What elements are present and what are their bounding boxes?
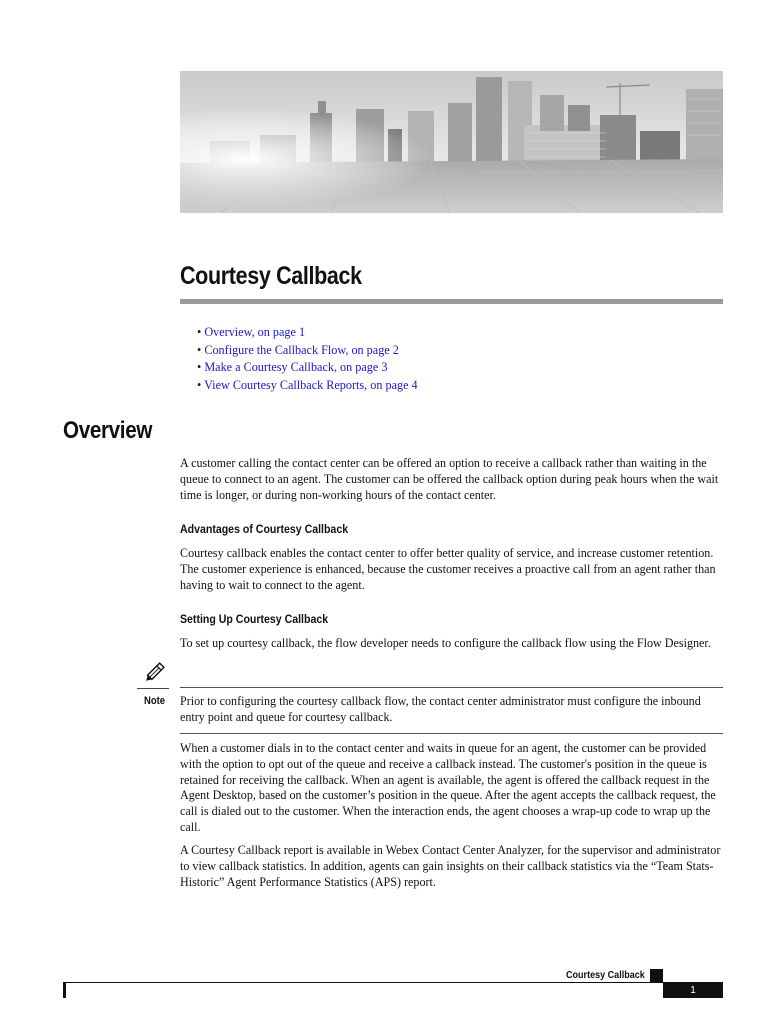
toc-item xyxy=(197,377,418,395)
toc-link-configure-callback-flow[interactable]: Configure the Callback Flow, on page 2 xyxy=(204,342,399,357)
footer-chapter-title: Courtesy Callback xyxy=(566,969,645,981)
toc-link-view-reports[interactable]: View Courtesy Callback Reports, on page 4 xyxy=(204,377,418,392)
overview-intro-paragraph: A customer calling the contact center can be offered an option to receive a callback rather than waiting in the queue to connect to an agent. The customer can be offered the callback option during peak hours when the wait time is longer, or during non-working hours of the contact center. xyxy=(180,456,719,502)
subheading-setup: Setting Up Courtesy Callback xyxy=(180,612,329,626)
chapter-toc xyxy=(197,324,418,394)
note-text: Prior to configuring the courtesy callback flow, the contact center administrator must configure the inbound entry point and queue for courtesy callback. xyxy=(180,694,701,724)
toc-link-overview[interactable]: Overview, on page 1 xyxy=(204,325,306,339)
note-top-rule xyxy=(180,687,723,688)
note-label: Note xyxy=(144,695,166,707)
setup-paragraph: To set up courtesy callback, the flow developer needs to configure the callback flow using the Flow Designer. xyxy=(180,636,711,650)
toc-bullet: • xyxy=(197,360,202,375)
page-number: 1 xyxy=(663,983,723,998)
toc-bullet: • xyxy=(197,377,202,392)
footer-marker xyxy=(650,969,663,982)
toc-item xyxy=(197,324,418,342)
footer-rule xyxy=(63,982,723,983)
subheading-advantages: Advantages of Courtesy Callback xyxy=(180,522,349,536)
chapter-title: Courtesy Callback xyxy=(180,262,362,290)
process-paragraph: When a customer dials in to the contact center and waits in queue for an agent, the customer can be provided with the option to opt out of the queue and receive a callback instead. The customer's position in the queue is retained for receiving the callback. When an agent is available, the agent is offered the callback request in the Agent Desktop, based on the customer’s position in the queue. After the agent accepts the callback request, the call is dialed out to the customer. When the interaction ends, the agent chooses a wrap-up code to wrap up the call. xyxy=(180,741,716,834)
toc-item xyxy=(197,342,418,360)
advantages-paragraph: Courtesy callback enables the contact center to offer better quality of service, and increase customer retention. The customer experience is enhanced, because the customer receives a proactive call from an agent rather than having to wait to connect to the agent. xyxy=(180,546,716,592)
toc-link-make-courtesy-callback[interactable]: Make a Courtesy Callback, on page 3 xyxy=(204,360,388,375)
footer-left-tick xyxy=(63,983,66,998)
section-heading-overview: Overview xyxy=(63,417,153,444)
toc-item xyxy=(197,359,418,377)
title-rule xyxy=(180,299,723,304)
pencil-icon xyxy=(142,661,166,685)
report-paragraph: A Courtesy Callback report is available in Webex Contact Center Analyzer, for the supervisor and administrator to view callback statistics. In addition, agents can gain insights on their callback statistics via the “Team Stats-Historic” Agent Performance Statistics (APS) report. xyxy=(180,843,721,889)
toc-bullet: • xyxy=(197,325,202,339)
chapter-banner-image xyxy=(180,71,723,213)
note-bottom-rule xyxy=(180,733,723,734)
note-icon-underline xyxy=(137,688,169,689)
toc-bullet: • xyxy=(197,342,202,357)
